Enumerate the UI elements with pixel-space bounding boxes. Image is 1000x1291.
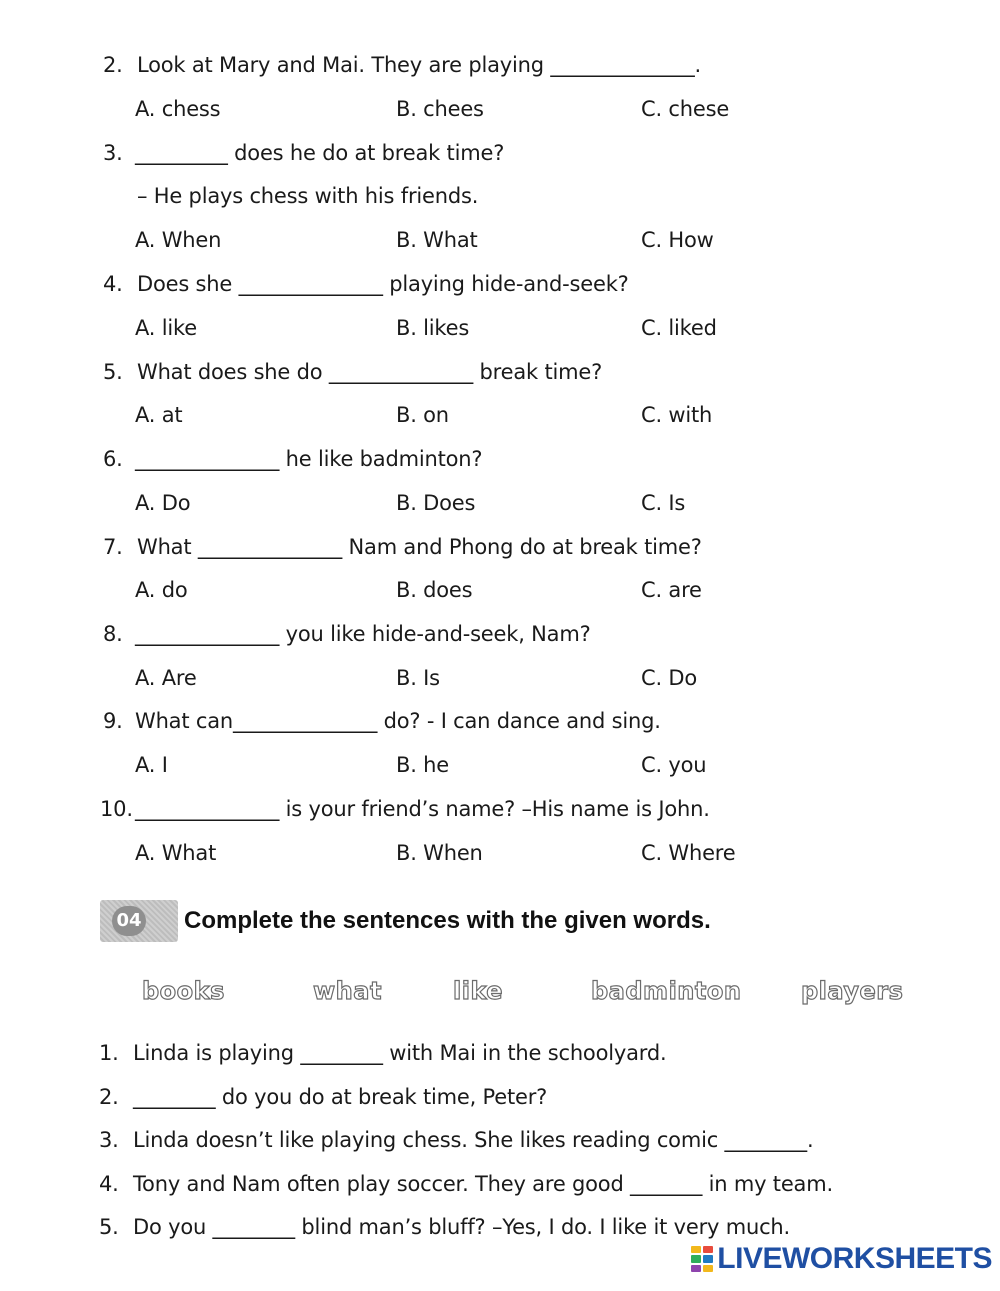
sentence-text: ________ do you do at break time, Peter? [133,1085,548,1109]
answer-subline: – He plays chess with his friends. [137,184,479,208]
option-a[interactable]: A. What [135,841,217,865]
section-number: 04 [112,906,146,936]
option-c[interactable]: C. Where [641,841,736,865]
option-b[interactable]: B. on [396,403,449,427]
sentence-number: 3. [99,1128,119,1152]
question-number: 3. [103,141,123,165]
question-number: 4. [103,272,123,296]
option-a[interactable]: A. chess [135,97,221,121]
option-a[interactable]: A. When [135,228,222,252]
option-c[interactable]: C. are [641,578,702,602]
option-c[interactable]: C. How [641,228,714,252]
question-number: 6. [103,447,123,471]
option-b[interactable]: B. chees [396,97,484,121]
sentence-number: 1. [99,1041,119,1065]
question-text: What can______________ do? - I can dance and sing. [135,709,661,733]
option-a[interactable]: A. Are [135,666,197,690]
option-b[interactable]: B. does [396,578,473,602]
sentence-text: Do you ________ blind man’s bluff? –Yes, I do. I like it very much. [133,1215,791,1239]
sentence-number: 4. [99,1172,119,1196]
question-number: 9. [103,709,123,733]
option-c[interactable]: C. chese [641,97,730,121]
question-text: ______________ is your friend’s name? –His name is John. [135,797,710,821]
option-b[interactable]: B. likes [396,316,470,340]
sentence-text: Linda doesn’t like playing chess. She likes reading comic ________. [133,1128,814,1152]
option-c[interactable]: C. Do [641,666,698,690]
question-text: ______________ you like hide-and-seek, Nam? [135,622,591,646]
question-text: What does she do ______________ break time? [137,360,603,384]
option-c[interactable]: C. liked [641,316,717,340]
option-b[interactable]: B. Is [396,666,440,690]
section-title: Complete the sentences with the given words. [184,907,711,934]
option-b[interactable]: B. he [396,753,449,777]
word-bank-item[interactable]: like [453,977,504,1005]
word-bank-item[interactable]: players [801,977,904,1005]
option-b[interactable]: B. What [396,228,478,252]
option-a[interactable]: A. do [135,578,188,602]
option-b[interactable]: B. Does [396,491,476,515]
question-text: Look at Mary and Mai. They are playing ______________. [137,53,702,77]
sentence-text: Linda is playing ________ with Mai in the schoolyard. [133,1041,667,1065]
sentence-text: Tony and Nam often play soccer. They are good _______ in my team. [133,1172,833,1196]
word-bank-item[interactable]: books [142,977,225,1005]
liveworksheets-logo[interactable] [691,1241,992,1277]
word-bank-item[interactable]: what [313,977,382,1005]
question-number: 8. [103,622,123,646]
option-a[interactable]: A. like [135,316,197,340]
question-number: 2. [103,53,123,77]
sentence-number: 2. [99,1085,119,1109]
question-number: 7. [103,535,123,559]
option-c[interactable]: C. with [641,403,713,427]
question-number: 5. [103,360,123,384]
question-number: 10. [100,797,133,821]
option-a[interactable]: A. Do [135,491,191,515]
sentence-number: 5. [99,1215,119,1239]
question-text: What ______________ Nam and Phong do at break time? [137,535,702,559]
liveworksheets-logo-icon [691,1246,713,1272]
option-a[interactable]: A. at [135,403,183,427]
option-c[interactable]: C. Is [641,491,686,515]
brand-name: LIVEWORKSHEETS [717,1242,992,1275]
option-c[interactable]: C. you [641,753,707,777]
word-bank-item[interactable]: badminton [591,977,742,1005]
question-text: ______________ he like badminton? [135,447,483,471]
option-a[interactable]: A. I [135,753,168,777]
question-text: Does she ______________ playing hide-and-seek? [137,272,629,296]
question-text: _________ does he do at break time? [135,141,505,165]
option-b[interactable]: B. When [396,841,483,865]
